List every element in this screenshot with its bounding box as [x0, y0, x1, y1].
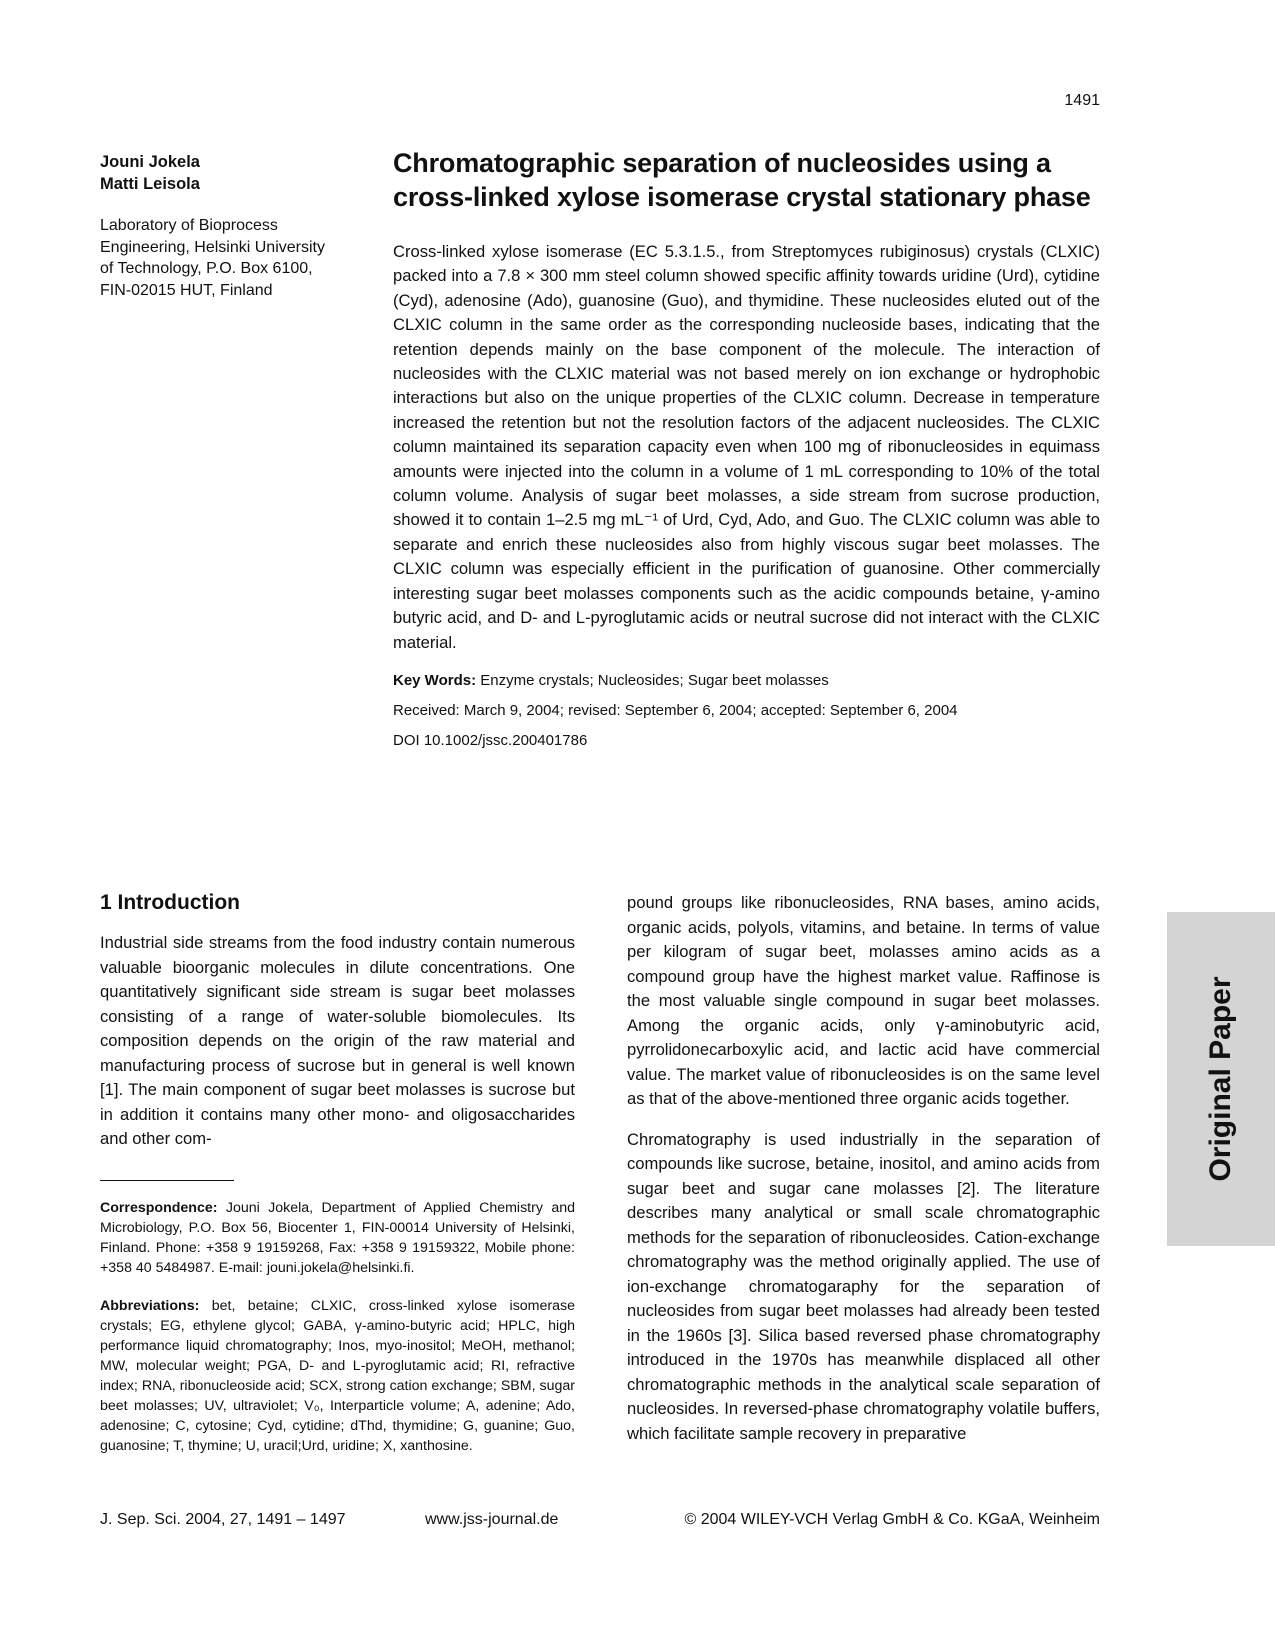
received-dates: Received: March 9, 2004; revised: September 6, 2004; accepted: September 6, 2004: [393, 701, 958, 719]
correspondence-footnote: [100, 1198, 575, 1278]
doi: DOI 10.1002/jssc.200401786: [393, 731, 588, 749]
correspondence-label: Correspondence:: [100, 1199, 218, 1216]
article-type-label: Original Paper: [1204, 976, 1237, 1182]
journal-citation: J. Sep. Sci. 2004, 27, 1491 – 1497: [100, 1511, 346, 1528]
author-name: Jouni Jokela: [100, 153, 200, 171]
keywords: Enzyme crystals; Nucleosides; Sugar beet molasses: [480, 671, 829, 689]
copyright-notice: © 2004 WILEY-VCH Verlag GmbH & Co. KGaA, Weinheim: [684, 1511, 1100, 1528]
author-name: Matti Leisola: [100, 175, 200, 193]
journal-url: www.jss-journal.de: [425, 1511, 559, 1528]
article-type-tab: [1167, 912, 1275, 1246]
body-paragraph: pound groups like ribonucleosides, RNA bases, amino acids, organic acids, polyols, vitamins, and betaine. In terms of value per kilogram of sugar beet, molasses amino acids as a compound group have the highest market value. Raffinose is the most valuable single compound in sugar beet molasses. Among the organic acids, only γ-aminobutyric acid, pyrrolidonecarboxylic acid, and lactic acid have commercial value. The market value of ribonucleosides is on the same level as that of the above-mentioned three organic acids together.: [627, 893, 1100, 1108]
section-heading: 1 Introduction: [100, 891, 240, 914]
correspondence-text: Jouni Jokela, Department of Applied Chemistry and Microbiology, P.O. Box 56, Biocenter 1, FIN-00014 University of Helsinki, Finland. Phone: +358 9 19159268, Fax: +358 9 19159322, Mobile phone: +358 40 5484987. E-mail: jouni.jokela@helsinki.fi.: [100, 1199, 575, 1276]
keywords-label: Key Words:: [393, 671, 477, 689]
footnote-divider: [100, 1180, 234, 1181]
abstract: Cross-linked xylose isomerase (EC 5.3.1.5., from Streptomyces rubiginosus) crystals (CLXIC) packed into a 7.8 × 300 mm steel column showed specific affinity towards uridine (Urd), cytidine (Cyd), adenosine (Ado), guanosine (Guo), and thymidine. These nucleosides eluted out of the CLXIC column in the same order as the corresponding nucleoside bases, indicating that the retention depends mainly on the base component of the molecule. The interaction of nucleosides with the CLXIC material was not based merely on ion exchange or hydrophobic interactions but also on the unique properties of the CLXIC column. Decrease in temperature increased the retention but not the resolution factors of the adjacent nucleosides. The CLXIC column maintained its separation capacity even when 100 mg of ribonucleosides in equimass amounts were injected into the column in a volume of 1 mL corresponding to 10% of the total column volume. Analysis of sugar beet molasses, a side stream from sucrose production, showed it to contain 1–2.5 mg mL⁻¹ of Urd, Cyd, Ado, and Guo. The CLXIC column was able to separate and enrich these nucleosides also from highly viscous sugar beet molasses. The CLXIC column was especially efficient in the purification of guanosine. Other commercially interesting sugar beet molasses components such as the acidic compounds betaine, γ-amino butyric acid, and D- and L-pyroglutamic acids or neutral sucrose did not interact with the CLXIC material.: [393, 242, 1100, 652]
affiliation-line: FIN-02015 HUT, Finland: [100, 281, 273, 299]
right-column: [627, 891, 1100, 1446]
intro-paragraph: Industrial side streams from the food industry contain numerous valuable bioorganic molecules in dilute concentrations. One quantitatively significant side stream is sugar beet molasses consisting of a range of water-soluble biomolecules. Its composition depends on the origin of the raw material and manufacturing process of sucrose but in general is well known [1]. The main component of sugar beet molasses is sucrose but in addition it contains many other mono- and oligosaccharides and other com-: [100, 933, 575, 1148]
affiliation-line: of Technology, P.O. Box 6100,: [100, 260, 313, 277]
body-paragraph: Chromatography is used industrially in the separation of compounds like sucrose, betaine, inositol, and amino acids from sugar beet and sugar cane molasses [2]. The literature describes many analytical or small scale chromatographic methods for the separation of ribonucleosides. Cation-exchange chromatography was the method originally applied. The use of ion-exchange chromatogaraphy for the separation of nucleosides from sugar beet molasses had already been tested in the 1960s [3]. Silica based reversed phase chromatography introduced in the 1970s has meanwhile displaced all other chromatographic methods in the analytical scale separation of nucleosides. In reversed-phase chromatography volatile buffers, which facilitate sample recovery in preparative: [627, 1129, 1100, 1443]
paper-title: Chromatographic separation of nucleosides using a cross-linked xylose isomerase crystal stationary phase: [393, 148, 1091, 212]
author-block: [100, 151, 360, 301]
abbreviations-text: bet, betaine; CLXIC, cross-linked xylose isomerase crystals; EG, ethylene glycol; GABA, γ-amino-butyric acid; HPLC, high performance liquid chromatography; Inos, myo-inositol; MeOH, methanol; MW, molecular weight; PGA, D- and L-pyroglutamic acid; RI, refractive index; RNA, ribonucleoside acid; SCX, strong cation exchange; SBM, sugar beet molasses; UV, ultraviolet; V₀, Interparticle volume; A, adenine; Ado, adenosine; C, cytosine; Cyd, cytidine; dThd, thymidine; G, guanine; Guo, guanosine; T, thymine; U, uracil;Urd, uridine; X, xanthosine.: [100, 1297, 575, 1454]
abbreviations-footnote: [100, 1296, 575, 1456]
page-number: 1491: [1064, 92, 1100, 109]
header-column: [393, 146, 1100, 751]
affiliation: [100, 215, 360, 301]
affiliation-line: Laboratory of Bioprocess: [100, 217, 278, 234]
affiliation-line: Engineering, Helsinki University: [100, 238, 325, 256]
keywords-line: [393, 671, 1100, 691]
left-column: [100, 889, 575, 1456]
abbreviations-label: Abbreviations:: [100, 1297, 200, 1314]
